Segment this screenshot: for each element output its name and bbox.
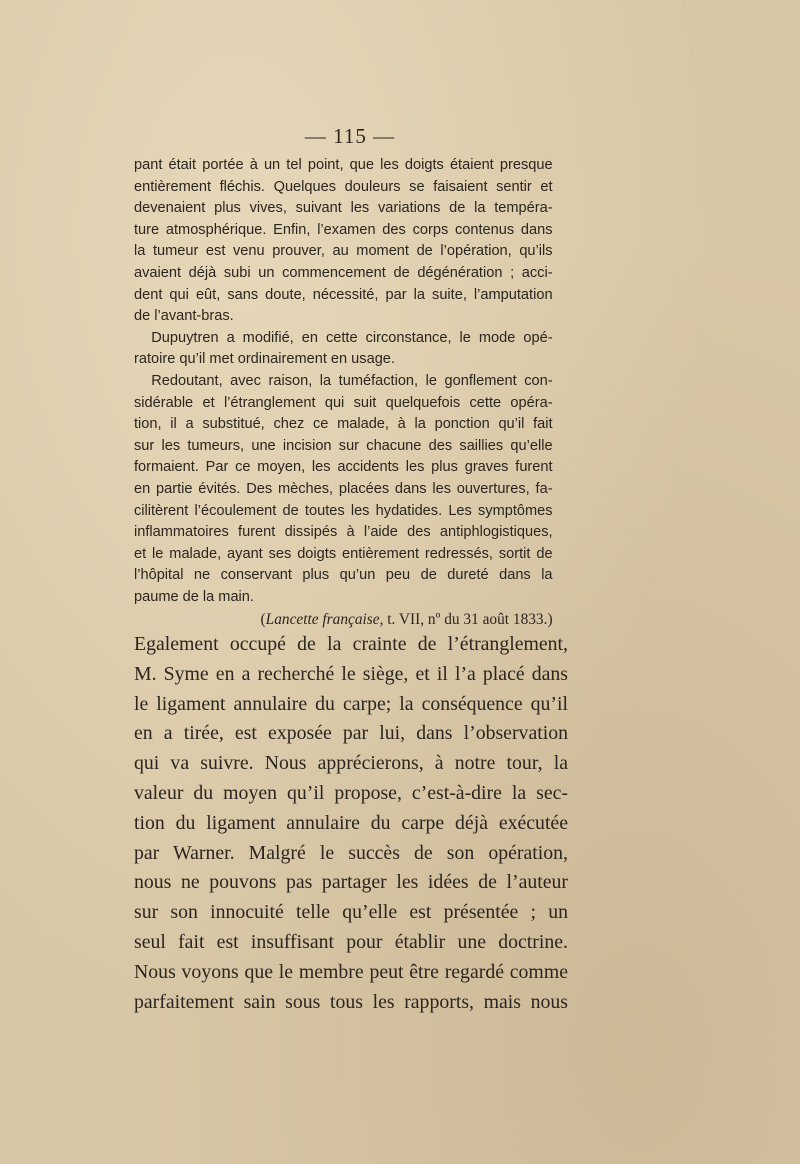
text-line: valeur du moyen qu’il propose, c’est-à-dire la sec- <box>134 781 568 804</box>
text-line: sur son innocuité telle qu’elle est présentée ; un <box>134 901 568 924</box>
text-line: pant était portée à un tel point, que les doigts étaient presque <box>134 156 553 173</box>
text-line: Redoutant, avec raison, la tuméfaction, le gonflement con- <box>151 371 553 389</box>
text-line: le ligament annulaire du carpe; la conséquence qu’il <box>134 692 568 715</box>
text-line: Dupuytren a modifié, en cette circonstance, le mode opé- <box>151 328 553 346</box>
text-line: et le malade, ayant ses doigts entièrement redressés, sortit de <box>134 544 553 562</box>
text-line: devenaient plus vives, suivant les variations de la tempéra- <box>134 199 553 217</box>
text-line: Nous voyons que le membre peut être regardé comme <box>134 960 568 983</box>
text-line: cilitèrent l’écoulement de toutes les hydatides. Les symptômes <box>134 501 553 519</box>
text-line: par Warner. Malgré le succès de son opération, <box>134 841 568 864</box>
text-line: en partie évités. Des mèches, placées dans les ouvertures, fa- <box>134 479 553 497</box>
citation-title: Lancette française, <box>265 611 384 629</box>
text-line: en a tirée, est exposée par lui, dans l’observation <box>134 722 568 745</box>
text-line: tion, il a substitué, chez ce malade, à la ponction qu’il fait <box>134 415 553 433</box>
text-line: avaient déjà subi un commencement de dégénération ; acci- <box>134 263 553 281</box>
text-line: entièrement fléchis. Quelques douleurs se faisaient sentir et <box>134 177 553 195</box>
text-line: parfaitement sain sous tous les rapports, mais nous <box>134 990 568 1013</box>
text-line: dent qui eût, sans doute, nécessité, par la suite, l’amputation <box>134 285 553 303</box>
text-line: de l’avant-bras. <box>134 307 234 325</box>
text-line: nous ne pouvons pas partager les idées de l’auteur <box>134 871 568 894</box>
text-line: sidérable et l’étranglement qui suit quelquefois cette opéra- <box>134 393 553 411</box>
case-report-text <box>134 154 553 631</box>
commentary-text <box>134 630 568 1017</box>
text-line: ratoire qu’il met ordinairement en usage. <box>134 350 395 368</box>
text-line: l’hôpital ne conservant plus qu’un peu de dureté dans la <box>134 566 553 584</box>
text-line: la tumeur est venu prouver, au moment de l’opération, qu’ils <box>134 242 553 260</box>
text-line: M. Syme en a recherché le siège, et il l’a placé dans <box>134 662 568 685</box>
text-line: ture atmosphérique. Enfin, l’examen des corps contenus dans <box>134 220 553 238</box>
citation-open: ( <box>260 611 266 629</box>
citation <box>134 609 553 631</box>
text-line: seul fait est insuffisant pour établir une doctrine. <box>134 930 568 953</box>
text-line: inflammatoires furent dissipés à l’aide des antiphlogistiques, <box>134 523 553 541</box>
text-line: sur les tumeurs, une incision sur chacune des saillies qu’elle <box>134 436 553 454</box>
text-line: formaient. Par ce moyen, les accidents les plus graves furent <box>134 458 553 476</box>
text-line: qui va suivre. Nous apprécierons, à notre tour, la <box>134 752 568 775</box>
text-line: paume de la main. <box>134 587 254 605</box>
text-line: tion du ligament annulaire du carpe déjà exécutée <box>134 811 568 834</box>
page-number: — 115 — <box>304 124 396 148</box>
text-line: Egalement occupé de la crainte de l’étranglement, <box>134 633 568 655</box>
citation-rest: t. VII, nº du 31 août 1833.) <box>383 611 553 629</box>
